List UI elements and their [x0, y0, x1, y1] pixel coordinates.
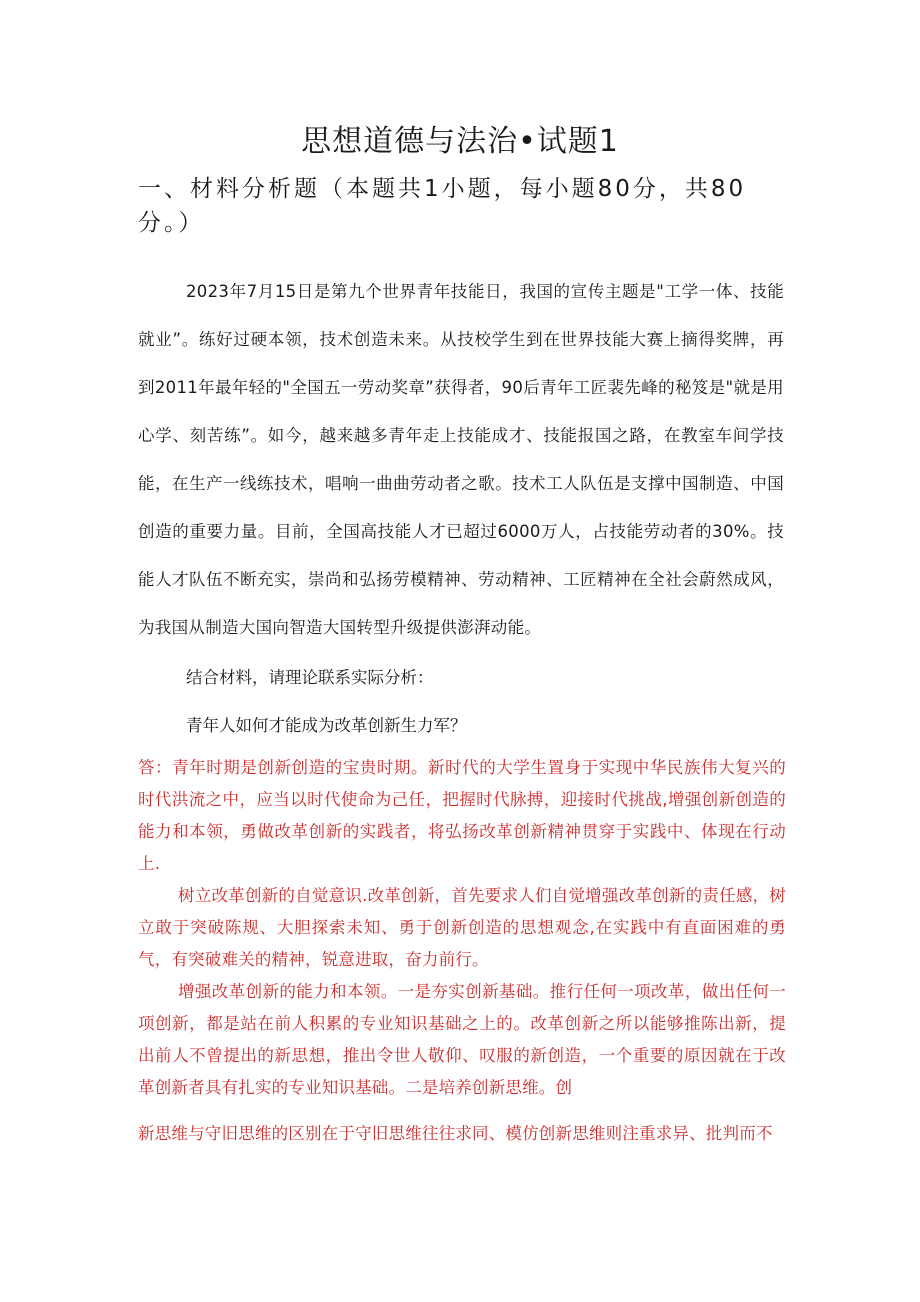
material-paragraph: 2023年7月15日是第九个世界青年技能日，我国的宣传主题是"工学一体、技能就业”。练好过硬本领，技术创造未来。从技校学生到在世界技能大赛上摘得奖牌，再到2011年最年轻的"全国五一劳动奖章”获得者，90后青年工匠裴先峰的秘笈是"就是用心学、刻苦练”。如今，越来越多青年走上技能成才、技能报国之路，在教室车间学技能，在生产一线练技术，唱响一曲曲劳动者之歌。技术工人队伍是支撑中国制造、中国创造的重要力量。目前，全国高技能人才已超过6000万人，占技能劳动者的30%。技能人才队伍不断充实，崇尚和弘扬劳模精神、劳动精神、工匠精神在全社会蔚然成风，为我国从制造大国向智造大国转型升级提供澎湃动能。 [138, 282, 784, 637]
page-title: 思想道德与法治•试题1 [301, 124, 619, 159]
answer-paragraph-4: 新思维与守旧思维的区别在于守旧思维往往求同、模仿创新思维则注重求异、批判而不 [138, 1124, 773, 1143]
question-text: 青年人如何才能成为改革创新生力军？ [186, 716, 467, 735]
answer-paragraph-1: 答：青年时期是创新创造的宝贵时期。新时代的大学生置身于实现中华民族伟大复兴的时代洪流之中，应当以时代使命为己任，把握时代脉搏，迎接时代挑战,增强创新创造的能力和本领，勇做改革创新的实践者，将弘扬改革创新精神贯穿于实践中、体现在行动上. [138, 758, 786, 873]
answer-paragraph-2: 树立改革创新的自觉意识.改革创新，首先要求人们自觉增强改革创新的责任感，树立敢于突破陈规、大胆探索未知、勇于创新创造的思想观念,在实践中有直面困难的勇气，有突破难关的精神，锐意进取，奋力前行。 [138, 886, 786, 969]
section-heading: 一、材料分析题（本题共1小题，每小题80分，共80分。） [138, 176, 747, 236]
answer-paragraph-3: 增强改革创新的能力和本领。一是夯实创新基础。推行任何一项改革，做出任何一项创新，都是站在前人积累的专业知识基础之上的。改革创新之所以能够推陈出新，提出前人不曾提出的新思想，推出令世人敬仰、叹服的新创造，一个重要的原因就在于改革创新者具有扎实的专业知识基础。二是培养创新思维。创 [138, 982, 786, 1097]
instruction-text: 结合材料，请理论联系实际分析： [186, 668, 434, 687]
